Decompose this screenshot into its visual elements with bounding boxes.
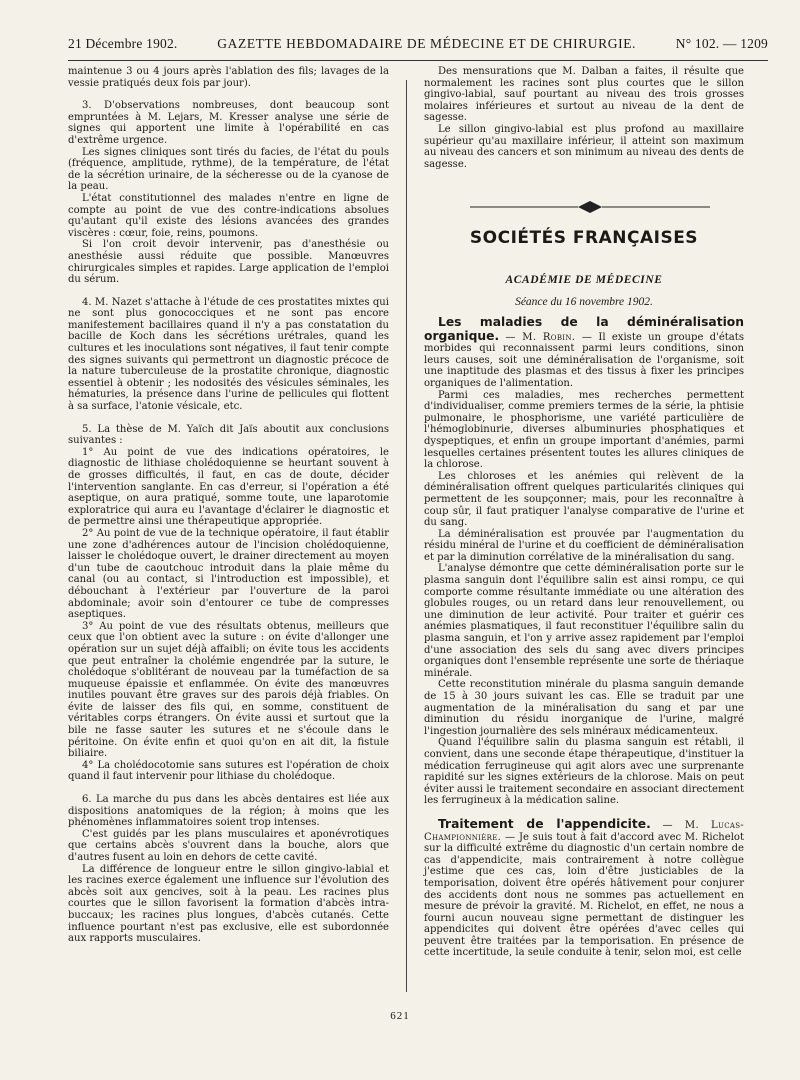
paragraph-text: C'est guidés par les plans musculaires et aponévrotiques que certains abcès s'ouvrent dans la bouche, alors que d'autres fusent au loin en dehors de cette cavité. — [68, 828, 389, 863]
paragraph — [68, 528, 389, 621]
paragraph-text: Les signes cliniques sont tirés du facies, de l'état du pouls (fréquence, amplitude, rythme), de la température, de l'état de la sécrétion urinaire, de la sécheresse ou de la cyanose de la peau. — [68, 146, 389, 193]
left-column — [68, 66, 389, 945]
article-heading: Les maladies de la déminéralisation organique. — [424, 315, 744, 343]
page-number: 621 — [390, 1010, 410, 1022]
paragraph — [68, 424, 389, 447]
paragraph-gap — [68, 783, 389, 794]
paragraph — [424, 316, 744, 390]
paragraph-text: 5. La thèse de M. Yaïch dit Jaïs aboutit aux conclusions suivantes : — [68, 423, 389, 447]
paragraph — [68, 829, 389, 864]
paragraph-text: 2° Au point de vue de la technique opératoire, il faut établir une zone d'adhérences autour de l'incision cholédoquienne, laisser le cholédoque ouvert, le drainer directement au moyen d'un tube de caoutchouc introduit dans la plaie même du canal (ou au contact, si l'introduction est impossible), et débouchant à l'extérieur par l'ouverture de la paroi abdominale; avoir soin d'entourer ce tube de compresses aseptiques. — [68, 527, 389, 621]
subsection-title: ACADÉMIE DE MÉDECINE — [505, 274, 663, 286]
paragraph-text: La déminéralisation est prouvée par l'augmentation du résidu minéral de l'urine et du coefficient de déminéralisation et par la diminution corrélative de la minéralisation du sang. — [424, 528, 744, 563]
session-date: Séance du 16 novembre 1902. — [515, 296, 653, 308]
paragraph — [424, 66, 744, 124]
paragraph — [424, 737, 744, 807]
paragraph — [424, 679, 744, 737]
article-author: — M. Lucas-Championnière. — — [424, 819, 744, 843]
ornament-divider-icon — [470, 200, 710, 214]
paragraph-gap — [68, 413, 389, 424]
paragraph-text: maintenue 3 ou 4 jours après l'ablation des fils; lavages de la vessie pratiqués deux fois par jour). — [68, 66, 389, 89]
paragraph-text: 1° Au point de vue des indications opératoires, le diagnostic de lithiase cholédoquienne se heurtant souvent à de grosses difficultés, il faut, en cas de doute, décider l'intervention sanglante. En cas d'erreur, si l'opération a été aseptique, on aura pratiqué, somme toute, une laparotomie exploratrice qui aura eu l'avantage d'éclairer le diagnostic et de permettre ainsi une thérapeutique appropriée. — [68, 446, 389, 528]
column-divider — [406, 80, 407, 992]
paragraph-text: Parmi ces maladies, mes recherches permettent d'individualiser, comme premiers termes de la série, la phtisie pulmonaire, le phosphorisme, une variété particulière de l'hémoglobinurie, diverses albuminuries phosphatiques et dyspeptiques, et enfin un groupe important d'anémies, parmi lesquelles certaines présentent toutes les allures cliniques de la chlorose. — [424, 389, 744, 471]
paragraph-text: 3° Au point de vue des résultats obtenus, meilleurs que ceux que l'on obtient avec la suture : on évite d'allonger une opération sur un sujet déjà affaibli; on évite tous les accidents que peut entraîner la cholémie engendrée par la suture, le cholédoque s'oblitérant de nouveau par la tuméfaction de sa muqueuse épaissie et enflammée. On évite des manœuvres inutiles pouvant être graves sur des parois déjà friables. On évite de laisser des fils qui, en somme, constituent de véritables corps étrangers. On évite aussi et surtout que la bile ne fasse sauter les sutures et ne s'écoule dans le péritoine. On évite enfin et quoi qu'on en ait dit, la fistule biliaire. — [68, 620, 389, 760]
paragraph — [68, 239, 389, 285]
paragraph — [68, 193, 389, 239]
right-column-main — [424, 316, 744, 959]
paragraph-text: Le sillon gingivo-labial est plus profond au maxillaire supérieur qu'au maxillaire inférieur, il atteint son maximum au niveau des cancers et son minimum au niveau des dents de sagesse. — [424, 123, 744, 170]
paragraph — [424, 529, 744, 564]
paragraph-text: L'état constitutionnel des malades n'entre en ligne de compte au point de vue des contre-indications absolues qu'autant qu'il existe des lésions avancées des grandes viscères : cœur, foie, reins, poumons. — [68, 192, 389, 239]
paragraph — [68, 297, 389, 413]
paragraph — [68, 760, 389, 783]
header-date: 21 Décembre 1902. — [68, 36, 178, 51]
right-column-top — [424, 66, 744, 170]
header-issue: N° 102. — 1209 — [675, 36, 768, 51]
paragraph-text: L'analyse démontre que cette déminéralisation porte sur le plasma sanguin dont l'équilibre salin est ainsi rompu, ce qui comporte comme résultante immédiate ou une altération des globules rouges, ou un retard dans leur renouvellement, ou une diminution de leur activité. Pour traiter et guérir ces anémies plasmatiques, il faut reconstituer l'équilibre salin du plasma sanguin, et l'on y arrive assez rapidement par l'emploi d'une association des sels du sang avec divers principes organiques dont l'ensemble représente une sorte de thériaque minérale. — [424, 563, 744, 679]
paragraph — [424, 563, 744, 679]
paragraph-text: Cette reconstitution minérale du plasma sanguin demande de 15 à 30 jours suivant les cas. Elle se traduit par une augmentation de la minéralisation du sang et par une diminution du résidu inorganique de l'urine, malgré l'ingestion journalière des sels minéraux médicamenteux. — [424, 679, 744, 737]
article-author: — M. Robin. — — [505, 331, 593, 343]
running-header — [68, 36, 768, 58]
paragraph — [424, 471, 744, 529]
paragraph-text: Des mensurations que M. Dalban a faites, il résulte que normalement les racines sont plus courtes que le sillon gingivo-labial, sauf pourtant au niveau des trois grosses molaires inférieures et surtout au niveau de la dent de sagesse. — [424, 66, 744, 124]
paragraph-text: Les chloroses et les anémies qui relèvent de la déminéralisation offrent quelques particularités cliniques qui permettent de les soupçonner; mais, pour les reconnaître à coup sûr, il faut pratiquer l'analyse comparative de l'urine et du sang. — [424, 470, 744, 529]
paragraph — [68, 147, 389, 193]
paragraph — [68, 100, 389, 146]
header-title: GAZETTE HEBDOMADAIRE DE MÉDECINE ET DE CHIRURGIE. — [217, 36, 637, 51]
paragraph-text: Il existe un groupe d'états morbides qui reconnaissent parmi leurs conditions, sinon leurs causes, soit une déminéralisation de l'organisme, soit une inaptitude des plasmas et des tissus à fixer les principes organiques de l'alimentation. — [424, 331, 744, 389]
paragraph-text: Si l'on croit devoir intervenir, pas d'anesthésie ou anesthésie aussi réduite que possible. Manœuvres chirurgicales simples et rapides. Large application de l'emploi du sérum. — [68, 239, 389, 286]
paragraph-text: Je suis tout à fait d'accord avec M. Richelot sur la difficulté extrême du diagnostic d'un certain nombre de cas d'appendicite, mais contrairement à notre collègue j'estime que ces cas, loin d'être justiciables de la temporisation, doivent être opérés hâtivement pour conjurer des accidents dont nous ne sommes pas actuellement en mesure de prévoir la gravité. M. Richelot, en effet, ne nous a fourni aucun nouveau signe permettant de distinguer les appendicites qui doivent être opérées d'avec celles qui peuvent être traitées par la temporisation. En présence de cette incertitude, la seule conduite à tenir, selon moi, est celle — [424, 831, 744, 959]
paragraph — [68, 621, 389, 760]
paragraph — [424, 818, 744, 959]
paragraph-text: 6. La marche du pus dans les abcès dentaires est liée aux dispositions anatomiques de la région; à moins que les phénomènes inflammatoires soient trop intenses. — [68, 794, 389, 829]
paragraph-text: 4. M. Nazet s'attache à l'étude de ces prostatites mixtes qui ne sont plus gonococciques et ne sont pas encore manifestement bacillaires quand il n'y a pas constatation du bacille de Koch dans les sécrétions urétrales, quand les cultures et les inoculations sont négatives, il faut tenir compte des signes suivants qui permettront un diagnostic précoce de la nature tuberculeuse de la prostatite chronique, diagnostic essentiel à obtenir ; les nodosités des vésicules séminales, les hématuries, la présence dans l'urine de pellicules qui flottent à sa surface, l'atonie vésicale, etc. — [68, 296, 389, 413]
paragraph-text: La différence de longueur entre le sillon gingivo-labial et les racines exerce également une influence sur l'évolution des abcès soit aux gencives, soit à la peau. Les racines plus courtes que le sillon favorisent la formation d'abcès intra-buccaux; les racines plus longues, d'abcès cutanés. Cette influence pourtant n'est pas exclusive, elle est subordonnée aux rapports musculaires. — [68, 863, 389, 945]
article-heading: Traitement de l'appendicite. — [438, 816, 651, 831]
paragraph — [424, 124, 744, 170]
paragraph — [68, 794, 389, 829]
paragraph-text: Quand l'équilibre salin du plasma sanguin est rétabli, il convient, dans une seconde étape thérapeutique, d'instituer la médication ferrugineuse qui agit alors avec une surprenante rapidité sur les signes extérieurs de la chlorose. Mais on peut éviter aussi le traitement secondaire en associant directement les ferrugineux à la médication saline. — [424, 737, 744, 807]
section-title: SOCIÉTÉS FRANÇAISES — [469, 228, 699, 248]
paragraph-text: 4° La cholédocotomie sans sutures est l'opération de choix quand il faut intervenir pour lithiase du cholédoque. — [68, 759, 389, 783]
paragraph — [68, 66, 389, 89]
header-rule — [68, 60, 768, 61]
paragraph — [68, 447, 389, 528]
paragraph-text: 3. D'observations nombreuses, dont beaucoup sont empruntées à M. Lejars, M. Kresser analyse une série de signes qui apportent une limite à l'opérabilité en cas d'extrême urgence. — [68, 100, 389, 146]
paragraph — [424, 390, 744, 471]
paragraph-gap — [68, 286, 389, 297]
paragraph — [68, 864, 389, 945]
paragraph-gap — [68, 89, 389, 100]
